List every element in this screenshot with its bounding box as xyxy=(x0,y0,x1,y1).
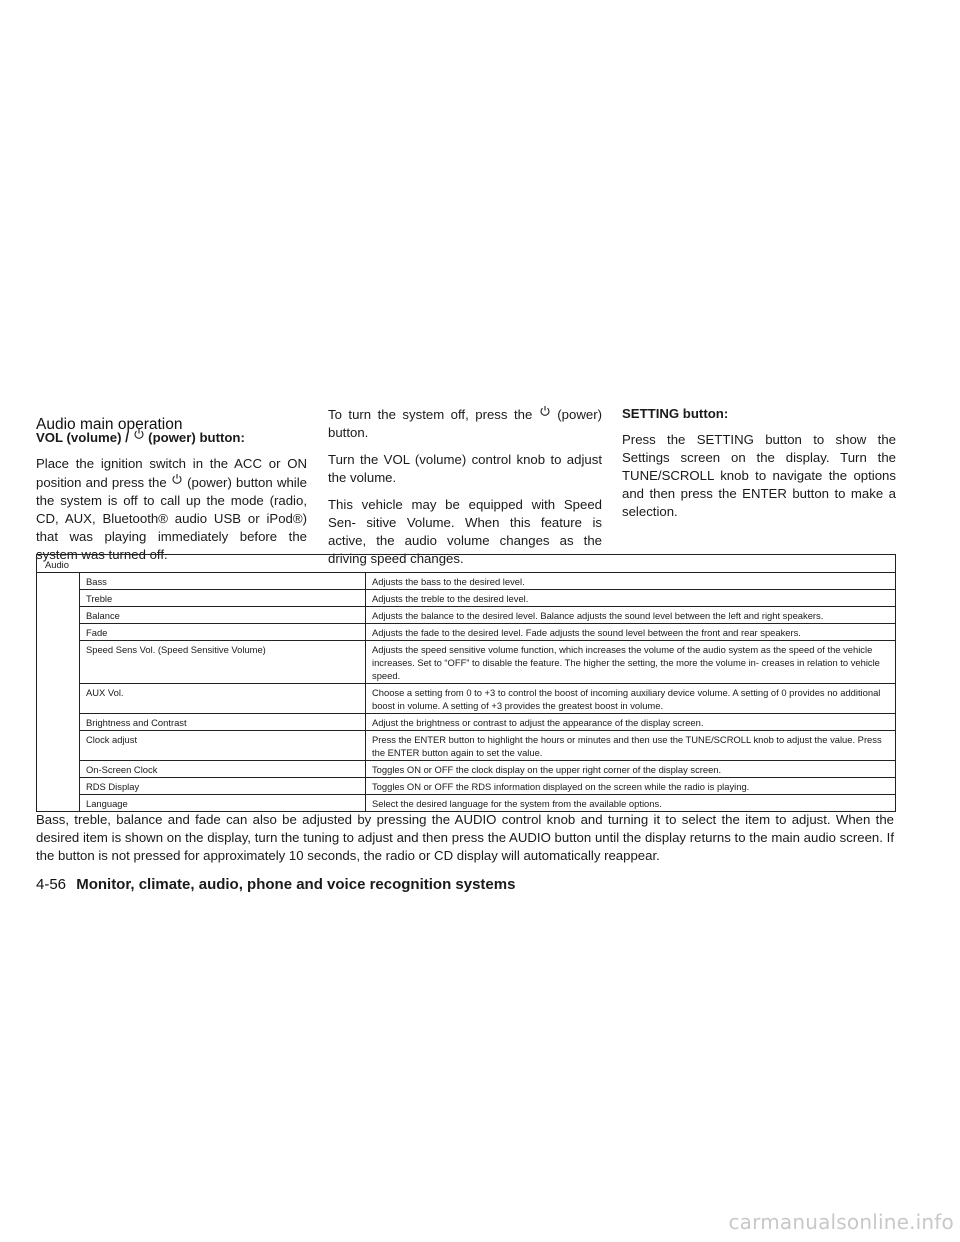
table-row xyxy=(80,714,895,731)
setting-name: Speed Sens Vol. (Speed Sensitive Volume) xyxy=(80,641,366,683)
setting-description: Adjusts the bass to the desired level. xyxy=(372,576,525,587)
setting-description: Adjusts the speed sensitive volume function, which increases the volume of the audio system as the speed of the vehicle increases. Set to “OFF” to disable the feature. The higher the setting, the more the volume in- creases in relation to vehicle speed. xyxy=(372,644,880,681)
setting-name: Bass xyxy=(80,573,366,589)
vol-power-subhead xyxy=(36,428,307,447)
column-1 xyxy=(36,428,307,573)
setting-description: Adjusts the treble to the desired level. xyxy=(372,593,529,604)
table-row xyxy=(80,795,895,811)
table-group-label: Audio xyxy=(37,555,895,573)
table-row xyxy=(80,731,895,761)
table-row xyxy=(80,778,895,795)
table-row xyxy=(80,590,895,607)
ignition-paragraph xyxy=(36,455,307,564)
setting-description: Adjust the brightness or contrast to adjust the appearance of the display screen. xyxy=(372,717,704,728)
table-row xyxy=(80,573,895,590)
table-row xyxy=(80,684,895,714)
setting-name: Balance xyxy=(80,607,366,623)
power-icon xyxy=(171,473,183,485)
column-2 xyxy=(328,405,602,577)
speed-sensitive-paragraph: This vehicle may be equipped with Speed Sen- sitive Volume. When this feature is active, the audio volume changes as the driving speed changes. xyxy=(328,497,602,566)
setting-name: Brightness and Contrast xyxy=(80,714,366,730)
adjustment-paragraph: Bass, treble, balance and fade can also be adjusted by pressing the AUDIO control knob and turning it to select the item to adjust. When the desired item is shown on the display, turn the tuning to adjust and then press the AUDIO button until the display returns to the main audio screen. If the button is not pressed for approximately 10 seconds, the radio or CD display will automatically reappear. xyxy=(36,812,894,863)
page-footer xyxy=(36,876,515,893)
setting-description: Press the ENTER button to highlight the hours or minutes and then use the TUNE/SCROLL knob to adjust the value. Press the ENTER button again to set the value. xyxy=(372,734,882,758)
setting-name: On-Screen Clock xyxy=(80,761,366,777)
setting-description: Toggles ON or OFF the clock display on the upper right corner of the display screen. xyxy=(372,764,722,775)
power-off-paragraph xyxy=(328,405,602,442)
page-number: 4-56 xyxy=(36,876,67,893)
volume-paragraph: Turn the VOL (volume) control knob to adjust the volume. xyxy=(328,452,602,485)
power-off-text-2: (power) button. xyxy=(328,407,602,440)
chapter-title: Monitor, climate, audio, phone and voice recognition systems xyxy=(76,876,516,893)
setting-name: AUX Vol. xyxy=(80,684,366,713)
setting-description: Adjusts the fade to the desired level. Fade adjusts the sound level between the front and rear speakers. xyxy=(372,627,801,638)
table-row xyxy=(80,624,895,641)
power-icon xyxy=(539,405,551,417)
audio-settings-table xyxy=(36,554,896,812)
setting-description: Select the desired language for the system from the available options. xyxy=(372,798,662,809)
setting-description: Choose a setting from 0 to +3 to control the boost of incoming auxiliary device volume. A setting of 0 provides no additional boost in volume. A setting of +3 provides the greatest boost in volume. xyxy=(372,687,881,711)
ignition-text-2: (power) button while the system is off to call up the mode (radio, CD, AUX, Bluetooth® audio USB or iPod®) that was playing immediately before the system was turned off. xyxy=(36,475,307,562)
table-rows xyxy=(79,573,895,811)
setting-description: Adjusts the balance to the desired level. Balance adjusts the sound level between the left and right speakers. xyxy=(372,610,824,621)
subhead-prefix: VOL (volume) / xyxy=(36,430,129,445)
power-off-text-1: To turn the system off, press the xyxy=(328,407,533,422)
setting-name: Clock adjust xyxy=(80,731,366,760)
table-row xyxy=(80,641,895,684)
setting-name: RDS Display xyxy=(80,778,366,794)
setting-button-subhead: SETTING button: xyxy=(622,406,729,421)
setting-name: Fade xyxy=(80,624,366,640)
subhead-suffix: (power) button: xyxy=(148,430,245,445)
section-title: Audio main operation xyxy=(36,415,183,433)
setting-description: Toggles ON or OFF the RDS information displayed on the screen while the radio is playing. xyxy=(372,781,750,792)
power-icon xyxy=(133,428,145,440)
setting-name: Language xyxy=(80,795,366,811)
table-row xyxy=(80,607,895,624)
setting-paragraph: Press the SETTING button to show the Settings screen on the display. Turn the TUNE/SCROLL knob to navigate the options and then press the ENTER button to make a selection. xyxy=(622,432,896,519)
column-3 xyxy=(622,405,896,530)
table-row xyxy=(80,761,895,778)
watermark: carmanualsonline.info xyxy=(728,1210,954,1234)
setting-name: Treble xyxy=(80,590,366,606)
ignition-text-1: Place the ignition switch in the ACC or ON position and press the xyxy=(36,456,307,490)
